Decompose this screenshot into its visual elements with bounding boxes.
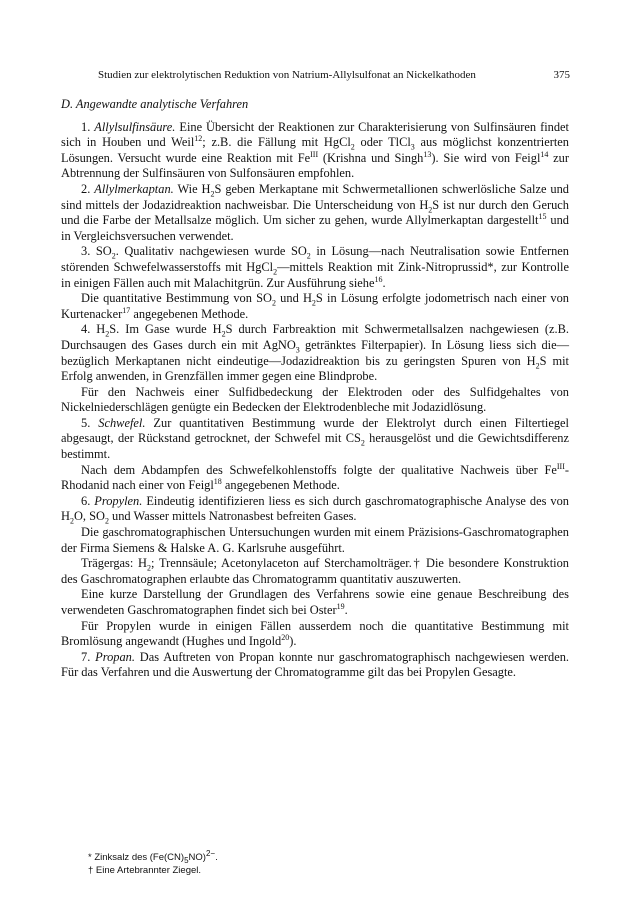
reference-marker: 20 <box>281 633 290 643</box>
item-title: Allylsulfinsäure. <box>94 119 176 134</box>
item-number: 6. <box>81 493 91 508</box>
item-propan: 7. Propan. Das Auftreten von Propan konnte nur gaschromatographisch nachgewiesen werden. Für das Verfahren und die Auswertung der Chromatogramme gilt das bei Propylen Gesagte. <box>61 649 569 680</box>
paragraph-quantitative: Die quantitative Bestimmung von $SO_2$ und $H_2S$ in Lösung erfolgte jodometrisch nach einer von Kurtenacker$^{17}$ angegebenen Methode. <box>61 291 570 321</box>
footnotes <box>88 848 218 877</box>
reference-marker: 18 <box>213 477 222 487</box>
running-head-title: Studien zur elektrolytischen Reduktion von Natrium-Allylsulfonat an Nickelkathoden <box>98 69 476 81</box>
reference-marker: 19 <box>336 601 345 611</box>
item-schwefel: 5. Schwefel. Zur quantitativen Bestimmung wurde der Elektrolyt durch einen Filtertiegel abgesaugt, der Rückstand getrocknet, der Schwefel mit $CS_2$ herausgelöst und die Gewichtsdifferenz bestimmt. <box>61 415 569 462</box>
reference-marker: 16 <box>374 274 383 284</box>
item-number: 5. <box>81 415 91 430</box>
footnote-zinksalz: * Zinksalz des $(Fe(CN)_5NO)^{2-}$. <box>88 848 218 865</box>
item-title: Allylmerkaptan. <box>94 181 174 196</box>
item-title: Schwefel. <box>98 415 146 430</box>
item-propylen: 6. Propylen. Eindeutig identifizieren liess es sich durch gaschromatographische Analyse des von $H_2O$, $SO_2$ und Wasser mittels Natronasbest befreiten Gases. <box>61 493 569 526</box>
item-h2s: 4. $H_2S$. Im Gase wurde $H_2S$ durch Farbreaktion mit Schwermetallsalzen nachgewiesen (z.B. Durchsaugen des Gases durch ein mit AgNO$_3$ getränktes Filterpapier). In Lösung liess sich die—bezüglich Merkaptanen nicht eindeutige—Jodazidreaktion bis zu geringsten Spuren von $H_2S$ mit Erfolg anwenden, in Grenzfällen immer gegen eine Blindprobe. <box>61 322 570 384</box>
reference-marker: 14 <box>540 149 549 159</box>
item-title: Propylen. <box>94 493 143 508</box>
reference-marker: 12 <box>194 134 203 144</box>
paragraph-bromloesung: Für Propylen wurde in einigen Fällen ausserdem noch die quantitative Bestimmung mit Bromlösung angewandt (Hughes und Ingold$^{20}$). <box>61 618 569 649</box>
running-head <box>60 68 570 82</box>
paragraph-gaschromatographie: Die gaschromatographischen Untersuchungen wurden mit einem Präzisions-Gaschromatographen der Firma Siemens & Halske A. G. Karlsruhe ausgeführt. <box>61 525 569 555</box>
paragraph-sulfid: Für den Nachweis einer Sulfidbedeckung der Elektroden oder des Sulfidgehaltes von Nickelniederschlägen genügte ein Bedecken der Elektrodenbleche mit Jodazidlösung. <box>61 384 569 415</box>
section-heading: D. Angewandte analytische Verfahren <box>61 97 249 111</box>
item-number: 7. <box>81 649 91 664</box>
body-text <box>61 97 569 681</box>
reference-marker: 15 <box>538 212 547 222</box>
item-number: 1. <box>81 119 91 134</box>
reference-marker: 13 <box>423 149 432 159</box>
item-allylmerkaptan: 2. Allylmerkaptan. Wie $H_2S$ geben Merkaptane mit Schwermetallionen schwerlösliche Salze und sind mittels der Jodazidreaktion nachweisbar. Die Unterscheidung von $H_2S$ ist nur durch den Geruch und die Farbe der Metallsalze möglich. Um sicher zu gehen, wurde Allylmerkaptan dargestellt$^{15}$ und in Vergleichsversuchen verwendet. <box>61 181 569 243</box>
item-allylsulfinsaeure: 1. Allylsulfinsäure. Eine Übersicht der Reaktionen zur Charakterisierung von Sulfinsäuren findet sich in Houben und Weil$^{12}$; z.B. die Fällung mit HgCl$_2$ oder TlCl$_3$ aus möglichst konzentrierten Lösungen. Versucht wurde eine Reaktion mit $Fe^{III}$ (Krishna und Singh$^{13}$). Sie wird von Feigl$^{14}$ zur Abtrennung der Sulfinsäuren von Sulfonsäuren empfohlen. <box>61 119 570 181</box>
paragraph-oster: Eine kurze Darstellung der Grundlagen des Verfahrens sowie eine genaue Beschreibung des verwendeten Gaschromatographen findet sich bei Oster$^{19}$. <box>61 587 569 617</box>
item-so2: 3. $SO_2$. Qualitativ nachgewiesen wurde $SO_2$ in Lösung—nach Neutralisation sowie Entfernen störenden Schwefelwasserstoffs mit HgCl$_2$—mittels Reaktion mit Zink-Nitroprussid*, zur Kontrolle in einigen Fällen auch mit Malachitgrün. Zur Ausführung siehe$^{16}$. <box>61 244 570 290</box>
item-number: 3. <box>81 244 91 259</box>
footnote-ziegel: † Eine Artebrannter Ziegel. <box>88 865 202 876</box>
item-number: 4. <box>81 322 91 337</box>
page-number: 375 <box>553 69 570 81</box>
paragraph-abdampfen: Nach dem Abdampfen des Schwefelkohlenstoffs folgte der qualitative Nachweis über $Fe^{III}$-Rhodanid nach einer von Feigl$^{18}$ angegebenen Methode. <box>61 461 569 493</box>
item-number: 2. <box>81 181 91 196</box>
reference-marker: 17 <box>122 305 131 315</box>
item-title: Propan. <box>95 649 135 664</box>
paragraph-traegergas: Trägergas: $H_2$; Trennsäule; Acetonylaceton auf Sterchamolträger.† Die besondere Konstruktion des Gaschromatographen erlaubte das Chromatogramm quantitativ auszuwerten. <box>61 556 569 586</box>
